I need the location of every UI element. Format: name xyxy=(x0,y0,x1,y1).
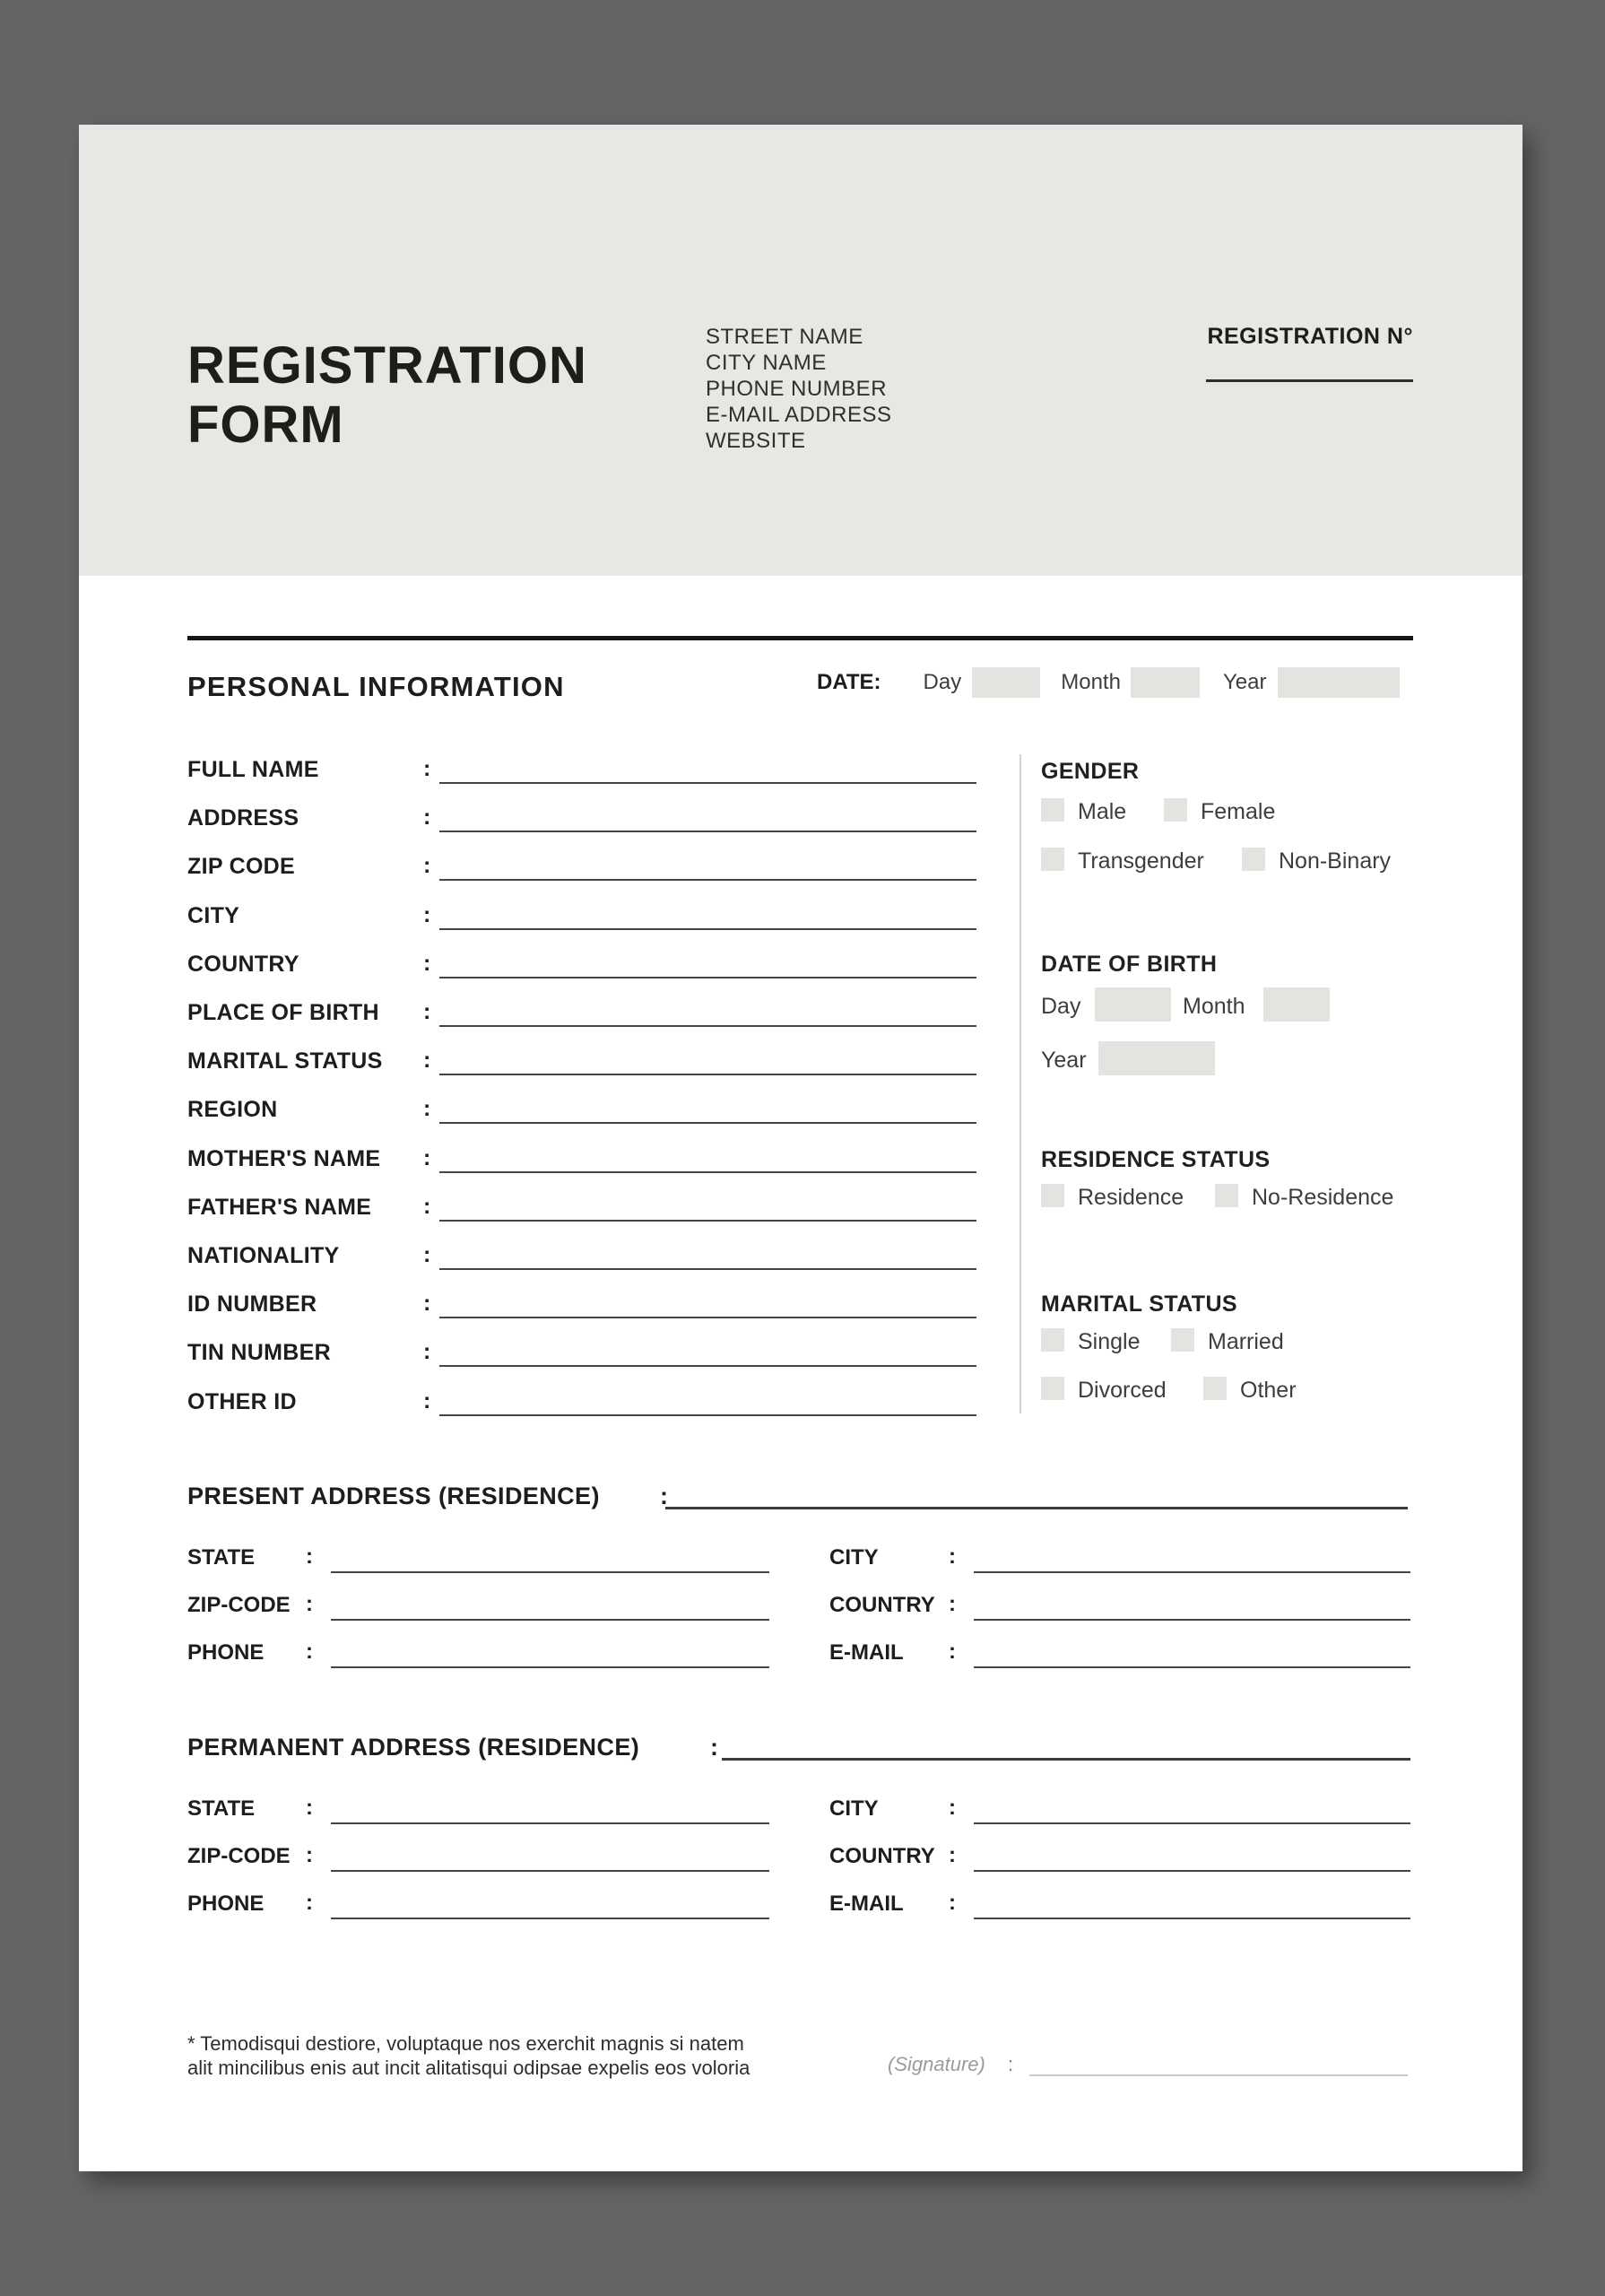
registration-number-label: REGISTRATION N° xyxy=(1207,324,1413,349)
divorced-label: Divorced xyxy=(1078,1378,1167,1403)
date-day-field[interactable] xyxy=(972,667,1040,698)
present-city-label: CITY xyxy=(829,1545,879,1570)
field-colon: : xyxy=(423,853,431,878)
field-colon: : xyxy=(306,1891,313,1915)
field-label: OTHER ID xyxy=(187,1389,297,1414)
permanent-row-2 xyxy=(187,1831,1410,1879)
other-marital-label: Other xyxy=(1240,1378,1297,1403)
field-colon: : xyxy=(306,1639,313,1664)
gender-transgender-checkbox[interactable] xyxy=(1041,848,1064,871)
field-label: COUNTRY xyxy=(187,952,299,977)
field-label: TIN NUMBER xyxy=(187,1340,331,1365)
gender-nonbinary-checkbox[interactable] xyxy=(1242,848,1265,871)
field-row-id-number xyxy=(187,1279,976,1327)
other-marital-checkbox[interactable] xyxy=(1203,1377,1227,1400)
dob-year-field[interactable] xyxy=(1098,1041,1215,1075)
field-row-mothers-name xyxy=(187,1134,976,1182)
section-rule xyxy=(187,636,1413,640)
permanent-phone-input-line[interactable] xyxy=(331,1918,769,1919)
present-phone-input-line[interactable] xyxy=(331,1666,769,1668)
footnote-line2: alit mincilibus enis aut incit alitatisqui odipsae expelis eos voloria xyxy=(187,2057,750,2079)
field-colon: : xyxy=(306,1544,313,1569)
field-label: PLACE OF BIRTH xyxy=(187,1000,379,1025)
field-colon: : xyxy=(423,1388,431,1413)
form-title-line2: FORM xyxy=(187,396,344,454)
dob-month-field[interactable] xyxy=(1263,987,1330,1022)
gender-male-label: Male xyxy=(1078,799,1127,824)
permanent-city-input-line[interactable] xyxy=(974,1822,1410,1824)
dob-year-label: Year xyxy=(1041,1048,1087,1073)
field-colon: : xyxy=(949,1544,956,1569)
present-row-1 xyxy=(187,1532,1410,1580)
field-row-zip-code xyxy=(187,841,976,890)
field-row-country xyxy=(187,939,976,987)
field-label: ADDRESS xyxy=(187,805,299,831)
field-colon: : xyxy=(423,1194,431,1219)
signature-colon: : xyxy=(1008,2053,1014,2075)
present-address-input-line[interactable] xyxy=(665,1507,1408,1509)
date-year-label: Year xyxy=(1222,670,1267,694)
company-contact-block xyxy=(706,324,892,454)
marital-status-input-line[interactable] xyxy=(439,1074,976,1075)
date-month-field[interactable] xyxy=(1131,667,1200,698)
permanent-state-input-line[interactable] xyxy=(331,1822,769,1824)
field-row-fathers-name xyxy=(187,1182,976,1231)
field-row-other-id xyxy=(187,1377,976,1425)
permanent-address-input-line[interactable] xyxy=(722,1758,1410,1761)
tin-number-input-line[interactable] xyxy=(439,1365,976,1367)
field-row-marital-status xyxy=(187,1036,976,1084)
permanent-row-1 xyxy=(187,1783,1410,1831)
permanent-phone-label: PHONE xyxy=(187,1892,265,1916)
present-state-input-line[interactable] xyxy=(331,1571,769,1573)
field-colon: : xyxy=(423,951,431,976)
married-checkbox[interactable] xyxy=(1171,1328,1194,1352)
mothers-name-input-line[interactable] xyxy=(439,1171,976,1173)
nationality-input-line[interactable] xyxy=(439,1268,976,1270)
present-address-title: PRESENT ADDRESS (RESIDENCE) xyxy=(187,1483,600,1509)
gender-female-label: Female xyxy=(1201,799,1276,824)
field-label: MARITAL STATUS xyxy=(187,1048,383,1074)
field-colon: : xyxy=(949,1843,956,1867)
gender-nonbinary-label: Non-Binary xyxy=(1279,848,1392,874)
field-colon: : xyxy=(423,804,431,830)
present-phone-label: PHONE xyxy=(187,1640,265,1665)
dob-month-label: Month xyxy=(1183,994,1245,1019)
date-label: DATE: xyxy=(817,670,881,694)
footnote xyxy=(187,2031,750,2080)
permanent-email-input-line[interactable] xyxy=(974,1918,1410,1919)
permanent-row-3 xyxy=(187,1878,1410,1926)
field-row-place-of-birth xyxy=(187,987,976,1036)
field-colon: : xyxy=(423,999,431,1024)
field-colon: : xyxy=(306,1592,313,1616)
present-row-3 xyxy=(187,1627,1410,1675)
contact-street: STREET NAME xyxy=(706,325,863,349)
gender-male-checkbox[interactable] xyxy=(1041,798,1064,822)
field-colon: : xyxy=(949,1639,956,1664)
divorced-checkbox[interactable] xyxy=(1041,1377,1064,1400)
permanent-country-input-line[interactable] xyxy=(974,1870,1410,1872)
address-input-line[interactable] xyxy=(439,831,976,832)
date-month-label: Month xyxy=(1061,670,1121,694)
field-colon: : xyxy=(949,1592,956,1616)
present-zip-label: ZIP-CODE xyxy=(187,1593,291,1617)
present-row-2 xyxy=(187,1579,1410,1628)
city-input-line[interactable] xyxy=(439,928,976,930)
field-label: MOTHER'S NAME xyxy=(187,1146,381,1171)
field-row-nationality xyxy=(187,1231,976,1279)
field-colon: : xyxy=(423,1242,431,1267)
permanent-zip-label: ZIP-CODE xyxy=(187,1844,291,1868)
present-country-label: COUNTRY xyxy=(829,1593,935,1617)
permanent-email-label: E-MAIL xyxy=(829,1892,904,1916)
field-colon: : xyxy=(423,1145,431,1170)
field-colon: : xyxy=(306,1796,313,1820)
field-row-tin-number xyxy=(187,1327,976,1376)
no-residence-checkbox[interactable] xyxy=(1215,1184,1238,1207)
contact-city: CITY NAME xyxy=(706,351,827,375)
dob-day-field[interactable] xyxy=(1095,987,1171,1022)
field-row-address xyxy=(187,793,976,841)
residence-status-title: RESIDENCE STATUS xyxy=(1041,1147,1271,1172)
gender-title: GENDER xyxy=(1041,759,1140,784)
signature-label: (Signature) xyxy=(888,2053,985,2075)
date-year-field[interactable] xyxy=(1278,667,1400,698)
field-colon: : xyxy=(423,1339,431,1364)
permanent-country-label: COUNTRY xyxy=(829,1844,935,1868)
fathers-name-input-line[interactable] xyxy=(439,1220,976,1222)
field-label: NATIONALITY xyxy=(187,1243,340,1268)
field-label: ZIP CODE xyxy=(187,854,296,879)
present-address-colon: : xyxy=(660,1483,668,1509)
id-number-input-line[interactable] xyxy=(439,1317,976,1318)
field-label: REGION xyxy=(187,1097,278,1122)
field-label: FATHER'S NAME xyxy=(187,1195,372,1220)
form-title xyxy=(187,336,587,455)
gender-transgender-label: Transgender xyxy=(1078,848,1204,874)
full-name-input-line[interactable] xyxy=(439,782,976,784)
field-row-full-name xyxy=(187,744,976,793)
registration-form-page xyxy=(79,125,1523,2171)
single-label: Single xyxy=(1078,1329,1141,1354)
field-row-city xyxy=(187,891,976,939)
contact-website: WEBSITE xyxy=(706,429,806,453)
field-colon: : xyxy=(949,1891,956,1915)
field-colon: : xyxy=(306,1843,313,1867)
field-colon: : xyxy=(949,1796,956,1820)
permanent-address-title: PERMANENT ADDRESS (RESIDENCE) xyxy=(187,1734,640,1761)
field-colon: : xyxy=(423,1096,431,1121)
field-colon: : xyxy=(423,902,431,927)
present-email-label: E-MAIL xyxy=(829,1640,904,1665)
present-zip-input-line[interactable] xyxy=(331,1619,769,1621)
region-input-line[interactable] xyxy=(439,1122,976,1124)
dob-day-label: Day xyxy=(1041,994,1081,1019)
footnote-line1: * Temodisqui destiore, voluptaque nos exerchit magnis si natem xyxy=(187,2032,744,2055)
column-divider xyxy=(1019,754,1021,1413)
field-label: FULL NAME xyxy=(187,757,319,782)
permanent-state-label: STATE xyxy=(187,1796,256,1821)
field-colon: : xyxy=(423,756,431,781)
marital-status-title: MARITAL STATUS xyxy=(1041,1292,1238,1317)
date-day-label: Day xyxy=(923,670,962,694)
country-input-line[interactable] xyxy=(439,977,976,978)
field-label: CITY xyxy=(187,903,240,928)
zip-code-input-line[interactable] xyxy=(439,879,976,881)
dob-title: DATE OF BIRTH xyxy=(1041,952,1218,977)
date-row xyxy=(817,665,1400,700)
permanent-address-colon: : xyxy=(710,1734,718,1761)
present-city-input-line[interactable] xyxy=(974,1571,1410,1573)
registration-number-field[interactable] xyxy=(1206,379,1413,382)
field-row-region xyxy=(187,1084,976,1133)
masthead xyxy=(79,125,1523,576)
contact-phone: PHONE NUMBER xyxy=(706,377,888,401)
contact-email: E-MAIL ADDRESS xyxy=(706,403,892,427)
no-residence-label: No-Residence xyxy=(1252,1185,1394,1210)
permanent-zip-input-line[interactable] xyxy=(331,1870,769,1872)
single-checkbox[interactable] xyxy=(1041,1328,1064,1352)
residence-checkbox[interactable] xyxy=(1041,1184,1064,1207)
present-email-input-line[interactable] xyxy=(974,1666,1410,1668)
form-title-line1: REGISTRATION xyxy=(187,336,587,395)
personal-information-title: PERSONAL INFORMATION xyxy=(187,671,565,702)
gender-female-checkbox[interactable] xyxy=(1164,798,1187,822)
other-id-input-line[interactable] xyxy=(439,1414,976,1416)
married-label: Married xyxy=(1208,1329,1284,1354)
field-colon: : xyxy=(423,1048,431,1073)
permanent-city-label: CITY xyxy=(829,1796,879,1821)
field-label: ID NUMBER xyxy=(187,1292,317,1317)
present-country-input-line[interactable] xyxy=(974,1619,1410,1621)
residence-label: Residence xyxy=(1078,1185,1184,1210)
field-colon: : xyxy=(423,1291,431,1316)
signature-input-line[interactable] xyxy=(1029,2074,1408,2076)
present-state-label: STATE xyxy=(187,1545,256,1570)
place-of-birth-input-line[interactable] xyxy=(439,1025,976,1027)
